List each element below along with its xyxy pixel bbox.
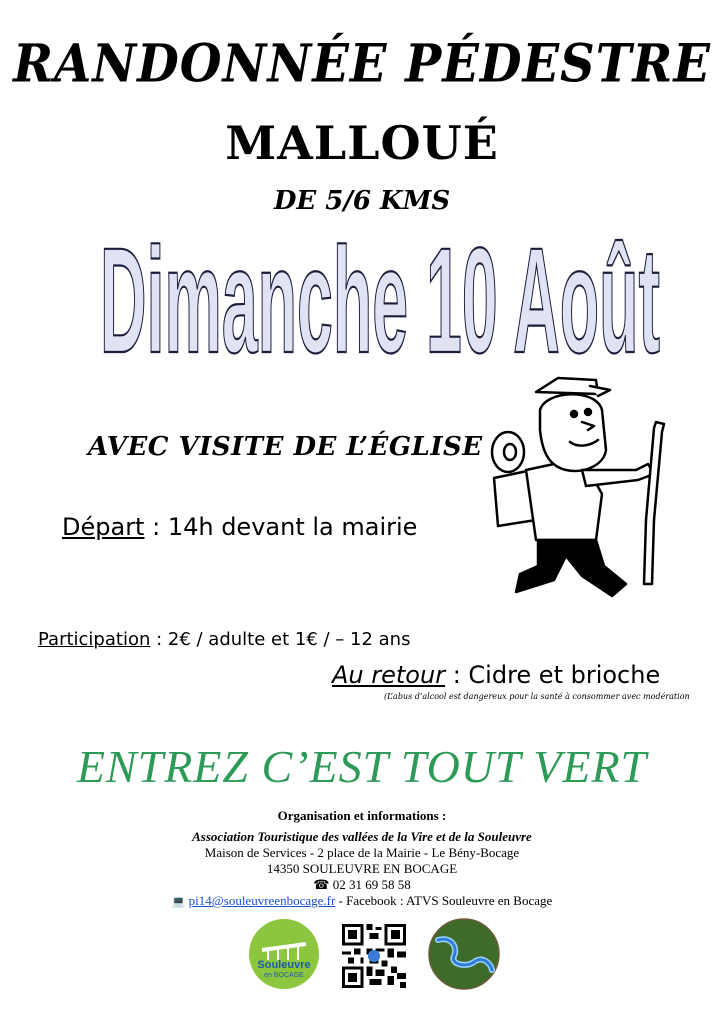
poster-distance: DE 5/6 KMS bbox=[273, 186, 451, 216]
contact-line bbox=[0, 893, 724, 909]
slogan: ENTREZ C’EST TOUT VERT bbox=[76, 741, 648, 792]
depart-text: : 14h devant la mairie bbox=[144, 513, 418, 541]
association-name: Association Touristique des vallées de la Vire et de la Souleuvre bbox=[192, 829, 532, 844]
alcohol-warning: (L’abus d’alcool est dangereux pour la santé à consommer avec modération bbox=[384, 692, 690, 701]
participation-label: Participation bbox=[38, 629, 151, 650]
souleuvre-logo-line1: Souleuvre bbox=[257, 959, 311, 971]
address-line-1: Maison de Services - 2 place de la Mairie - Le Bény-Bocage bbox=[204, 845, 520, 860]
computer-icon: 💻 bbox=[171, 896, 186, 908]
participation-line bbox=[38, 629, 410, 650]
souleuvre-logo bbox=[248, 918, 320, 990]
address-line-2: 14350 SOULEUVRE EN BOCAGE bbox=[266, 861, 458, 876]
retour-line bbox=[332, 661, 660, 689]
river-logo bbox=[428, 918, 500, 990]
telephone-icon: ☎ bbox=[313, 877, 330, 892]
poster-place: MALLOUÉ bbox=[225, 116, 499, 170]
facebook-text: - Facebook : ATVS Souleuvre en Bocage bbox=[335, 893, 553, 908]
qr-code bbox=[342, 924, 406, 988]
depart-label: Départ bbox=[62, 513, 145, 541]
retour-text: : Cidre et brioche bbox=[445, 661, 661, 689]
email-link[interactable]: pi14@souleuvreenbocage.fr bbox=[188, 893, 336, 908]
organisation-title: Organisation et informations : bbox=[277, 808, 447, 823]
souleuvre-logo-line2: en BOCAGE bbox=[264, 972, 304, 979]
poster-title: RANDONNÉE PÉDESTRE bbox=[13, 33, 711, 95]
depart-line bbox=[62, 513, 417, 541]
date-text: Dimanche 10 Août bbox=[100, 216, 660, 372]
hiker-illustration bbox=[486, 370, 676, 602]
retour-label: Au retour bbox=[332, 661, 446, 689]
visit-line: AVEC VISITE DE L’ÉGLISE bbox=[88, 432, 483, 462]
phone-number: 02 31 69 58 58 bbox=[332, 877, 411, 892]
date-heading bbox=[90, 212, 670, 372]
participation-text: : 2€ / adulte et 1€ / – 12 ans bbox=[150, 629, 411, 650]
phone-line bbox=[0, 877, 724, 893]
